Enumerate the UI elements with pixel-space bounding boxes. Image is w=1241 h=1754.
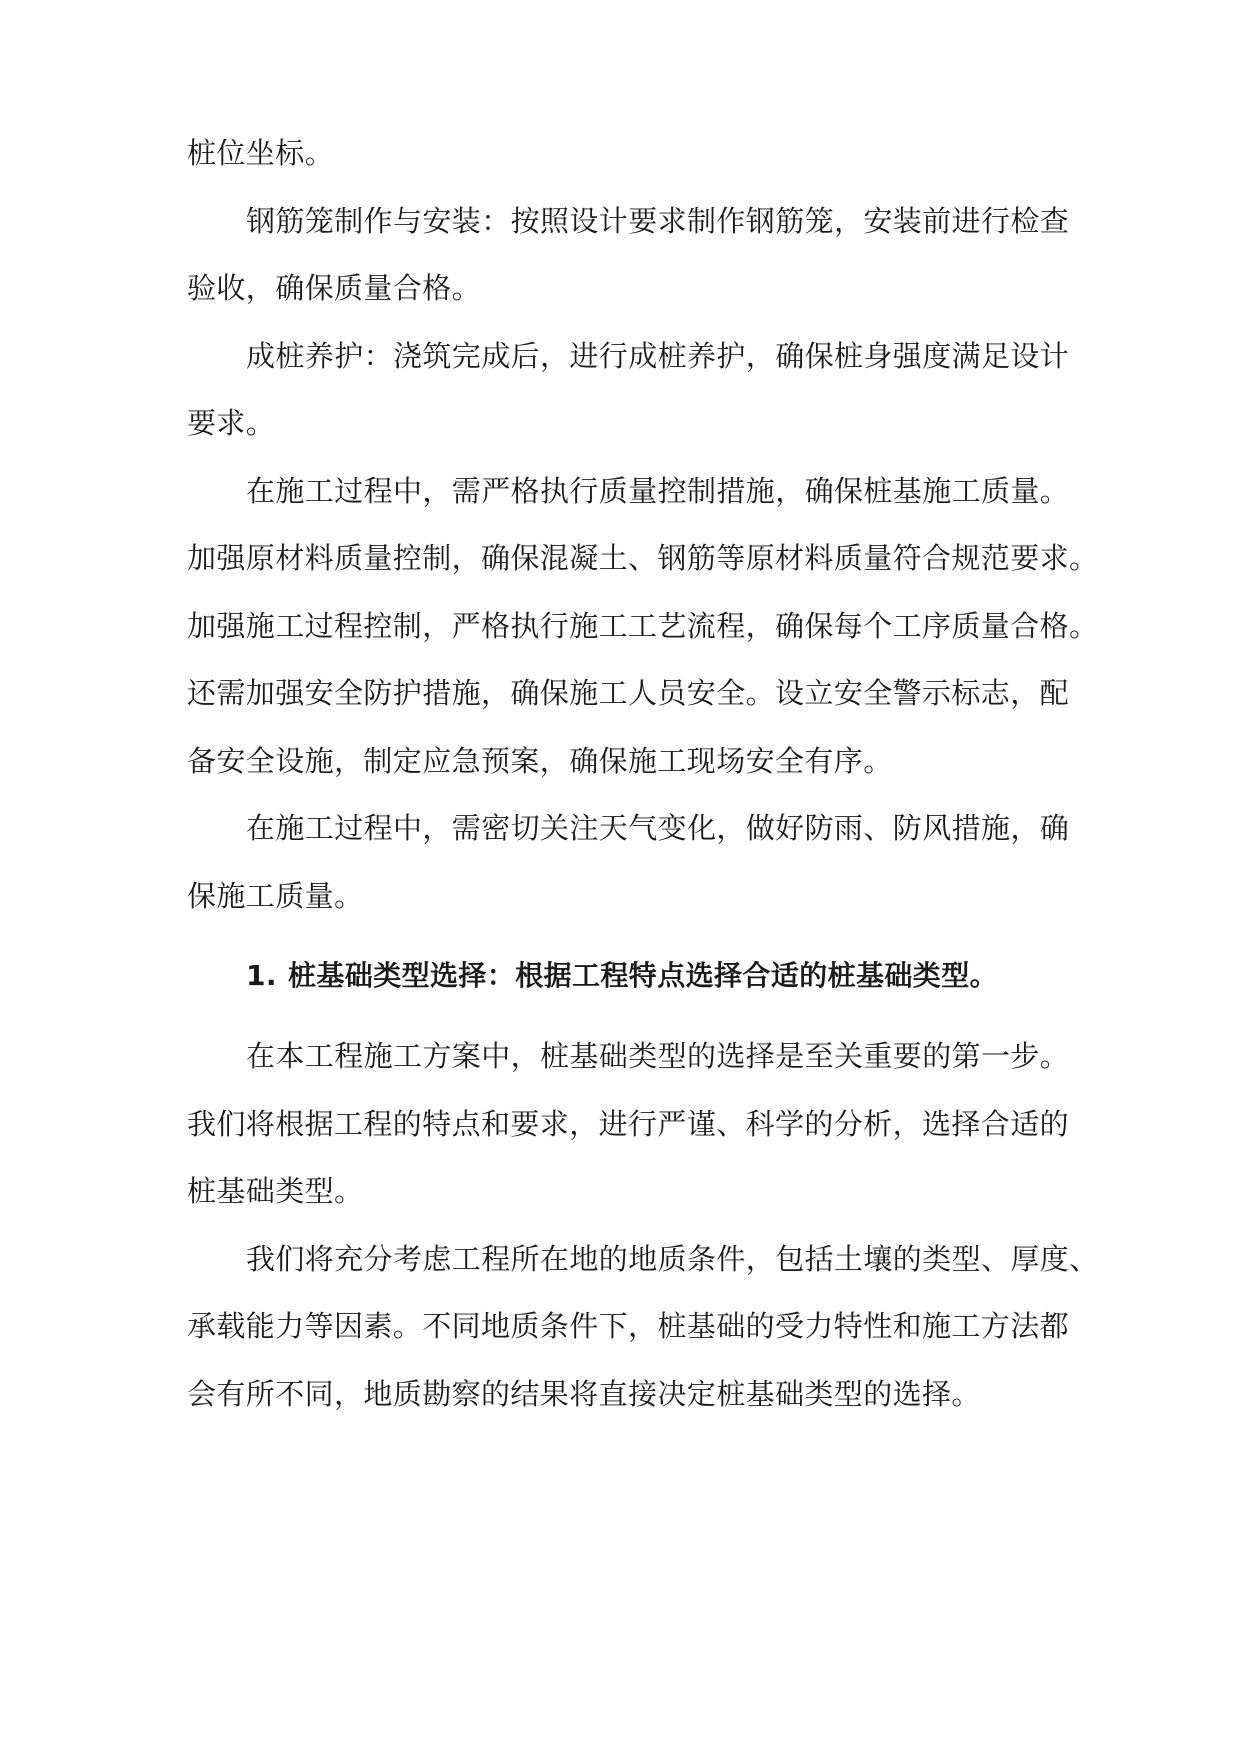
paragraph-line: 要求。: [187, 406, 276, 440]
paragraph-line: 承载能力等因素。不同地质条件下，桩基础的受力特性和施工方法都: [187, 1309, 1070, 1343]
paragraph-line: 加强原材料质量控制，确保混凝土、钢筋等原材料质量符合规范要求。: [187, 541, 1099, 575]
paragraph-line: 我们将充分考虑工程所在地的地质条件，包括土壤的类型、厚度、: [246, 1242, 1099, 1276]
paragraph-line: 会有所不同，地质勘察的结果将直接决定桩基础类型的选择。: [187, 1377, 981, 1411]
paragraph-line: 备安全设施，制定应急预案，确保施工现场安全有序。: [187, 744, 893, 778]
paragraph-line: 在施工过程中，需密切关注天气变化，做好防雨、防风措施，确: [246, 811, 1070, 845]
paragraph-line: 还需加强安全防护措施，确保施工人员安全。设立安全警示标志，配: [187, 676, 1070, 710]
paragraph-line: 桩位坐标。: [187, 136, 335, 170]
heading-text: 桩基础类型选择：根据工程特点选择合适的桩基础类型。: [288, 959, 999, 992]
paragraph-line: 桩基础类型。: [187, 1174, 364, 1208]
paragraph-line: 钢筋笼制作与安装：按照设计要求制作钢筋笼，安装前进行检查: [246, 204, 1070, 238]
heading-number: 1.: [246, 959, 277, 992]
paragraph-line: 验收，确保质量合格。: [187, 271, 482, 305]
paragraph-line: 我们将根据工程的特点和要求，进行严谨、科学的分析，选择合适的: [187, 1107, 1070, 1141]
paragraph-line: 在施工过程中，需严格执行质量控制措施，确保桩基施工质量。: [246, 474, 1070, 508]
section-heading: [246, 956, 1126, 996]
paragraph-line: 加强施工过程控制，严格执行施工工艺流程，确保每个工序质量合格。: [187, 609, 1099, 643]
paragraph-line: 保施工质量。: [187, 879, 364, 913]
paragraph-line: 成桩养护：浇筑完成后，进行成桩养护，确保桩身强度满足设计: [246, 339, 1070, 373]
paragraph-line: 在本工程施工方案中，桩基础类型的选择是至关重要的第一步。: [246, 1039, 1070, 1073]
